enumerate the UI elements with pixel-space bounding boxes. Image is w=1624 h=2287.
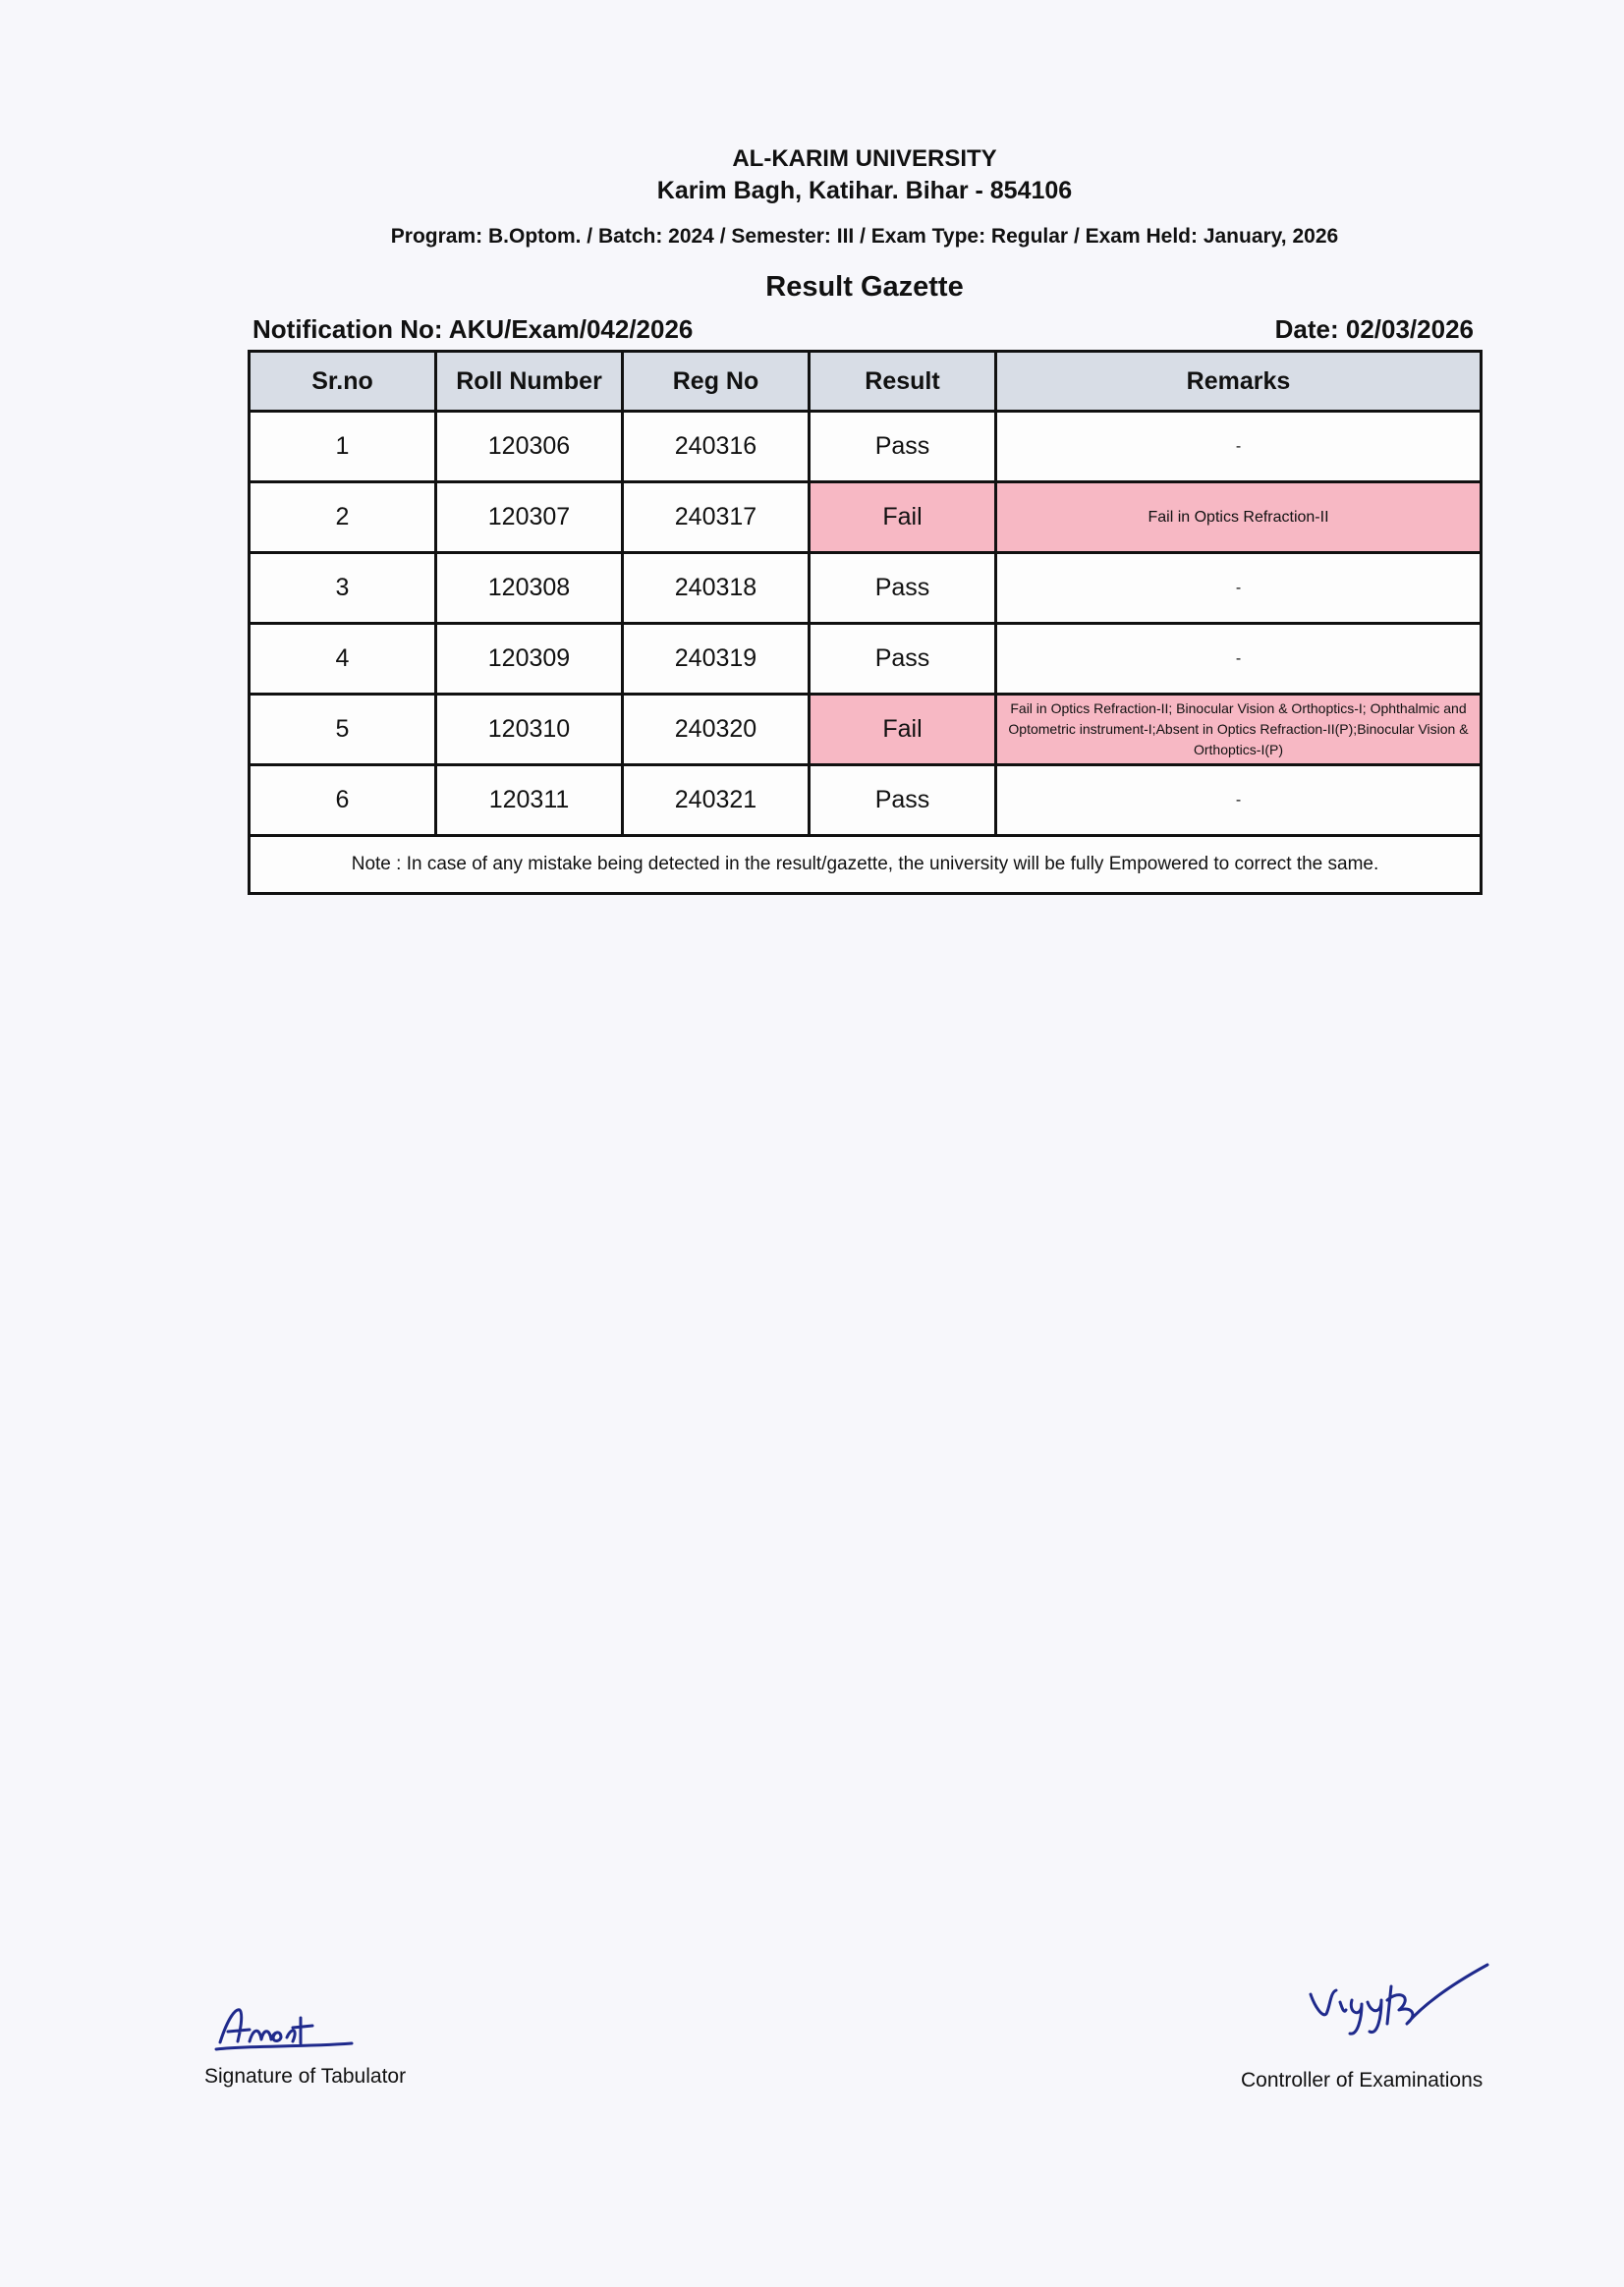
reg-no-cell: 240316	[623, 412, 810, 482]
university-address: Karim Bagh, Katihar. Bihar - 854106	[656, 177, 1073, 204]
result-cell: Pass	[810, 553, 996, 624]
reg-no-cell: 240321	[623, 765, 810, 836]
table-row	[250, 624, 1482, 695]
roll-number-cell: 120311	[436, 765, 623, 836]
column-header-roll-number: Roll Number	[436, 352, 623, 412]
reg-no-cell: 240320	[623, 695, 810, 765]
remarks-cell: -	[996, 765, 1482, 836]
remarks-cell: -	[996, 412, 1482, 482]
table-row	[250, 553, 1482, 624]
sr-no-cell: 1	[250, 412, 436, 482]
roll-number-cell: 120309	[436, 624, 623, 695]
remarks-cell: -	[996, 624, 1482, 695]
document-title: Result Gazette	[765, 271, 964, 303]
results-table	[248, 350, 1483, 895]
result-cell-fail: Fail	[810, 695, 996, 765]
sr-no-cell: 3	[250, 553, 436, 624]
note-text: Note : In case of any mistake being detected in the result/gazette, the university will be fully Empowered to correct the same.	[250, 836, 1482, 894]
remarks-cell-fail: Fail in Optics Refraction-II	[996, 482, 1482, 553]
program-details: Program: B.Optom. / Batch: 2024 / Semester: III / Exam Type: Regular / Exam Held: January, 2026	[390, 225, 1339, 248]
roll-number-cell: 120306	[436, 412, 623, 482]
sr-no-cell: 4	[250, 624, 436, 695]
remarks-cell: -	[996, 553, 1482, 624]
roll-number-cell: 120307	[436, 482, 623, 553]
table-row	[250, 482, 1482, 553]
sr-no-cell: 6	[250, 765, 436, 836]
column-header-remarks: Remarks	[996, 352, 1482, 412]
roll-number-cell: 120310	[436, 695, 623, 765]
result-cell: Pass	[810, 624, 996, 695]
reg-no-cell: 240317	[623, 482, 810, 553]
table-row	[250, 412, 1482, 482]
document-date: Date: 02/03/2026	[1274, 314, 1474, 344]
table-row	[250, 695, 1482, 765]
table-note-row	[250, 836, 1482, 894]
controller-signature-label: Controller of Examinations	[1241, 2069, 1484, 2092]
column-header-reg-no: Reg No	[623, 352, 810, 412]
result-cell: Pass	[810, 765, 996, 836]
result-cell: Pass	[810, 412, 996, 482]
controller-signature	[1297, 1945, 1493, 2043]
tabulator-signature-label: Signature of Tabulator	[204, 2065, 407, 2088]
sr-no-cell: 2	[250, 482, 436, 553]
university-name: AL-KARIM UNIVERSITY	[732, 145, 997, 172]
table-row	[250, 765, 1482, 836]
column-header-sr-no: Sr.no	[250, 352, 436, 412]
reg-no-cell: 240318	[623, 553, 810, 624]
tabulator-signature	[210, 1998, 358, 2057]
remarks-cell-fail: Fail in Optics Refraction-II; Binocular Vision & Orthoptics-I; Ophthalmic and Optometric instrument-I;Absent in Optics Refraction-II(P);Binocular Vision & Orthoptics-I(P)	[996, 695, 1482, 765]
table-header-row	[250, 352, 1482, 412]
column-header-result: Result	[810, 352, 996, 412]
result-cell-fail: Fail	[810, 482, 996, 553]
notification-number: Notification No: AKU/Exam/042/2026	[252, 314, 694, 344]
sr-no-cell: 5	[250, 695, 436, 765]
roll-number-cell: 120308	[436, 553, 623, 624]
reg-no-cell: 240319	[623, 624, 810, 695]
